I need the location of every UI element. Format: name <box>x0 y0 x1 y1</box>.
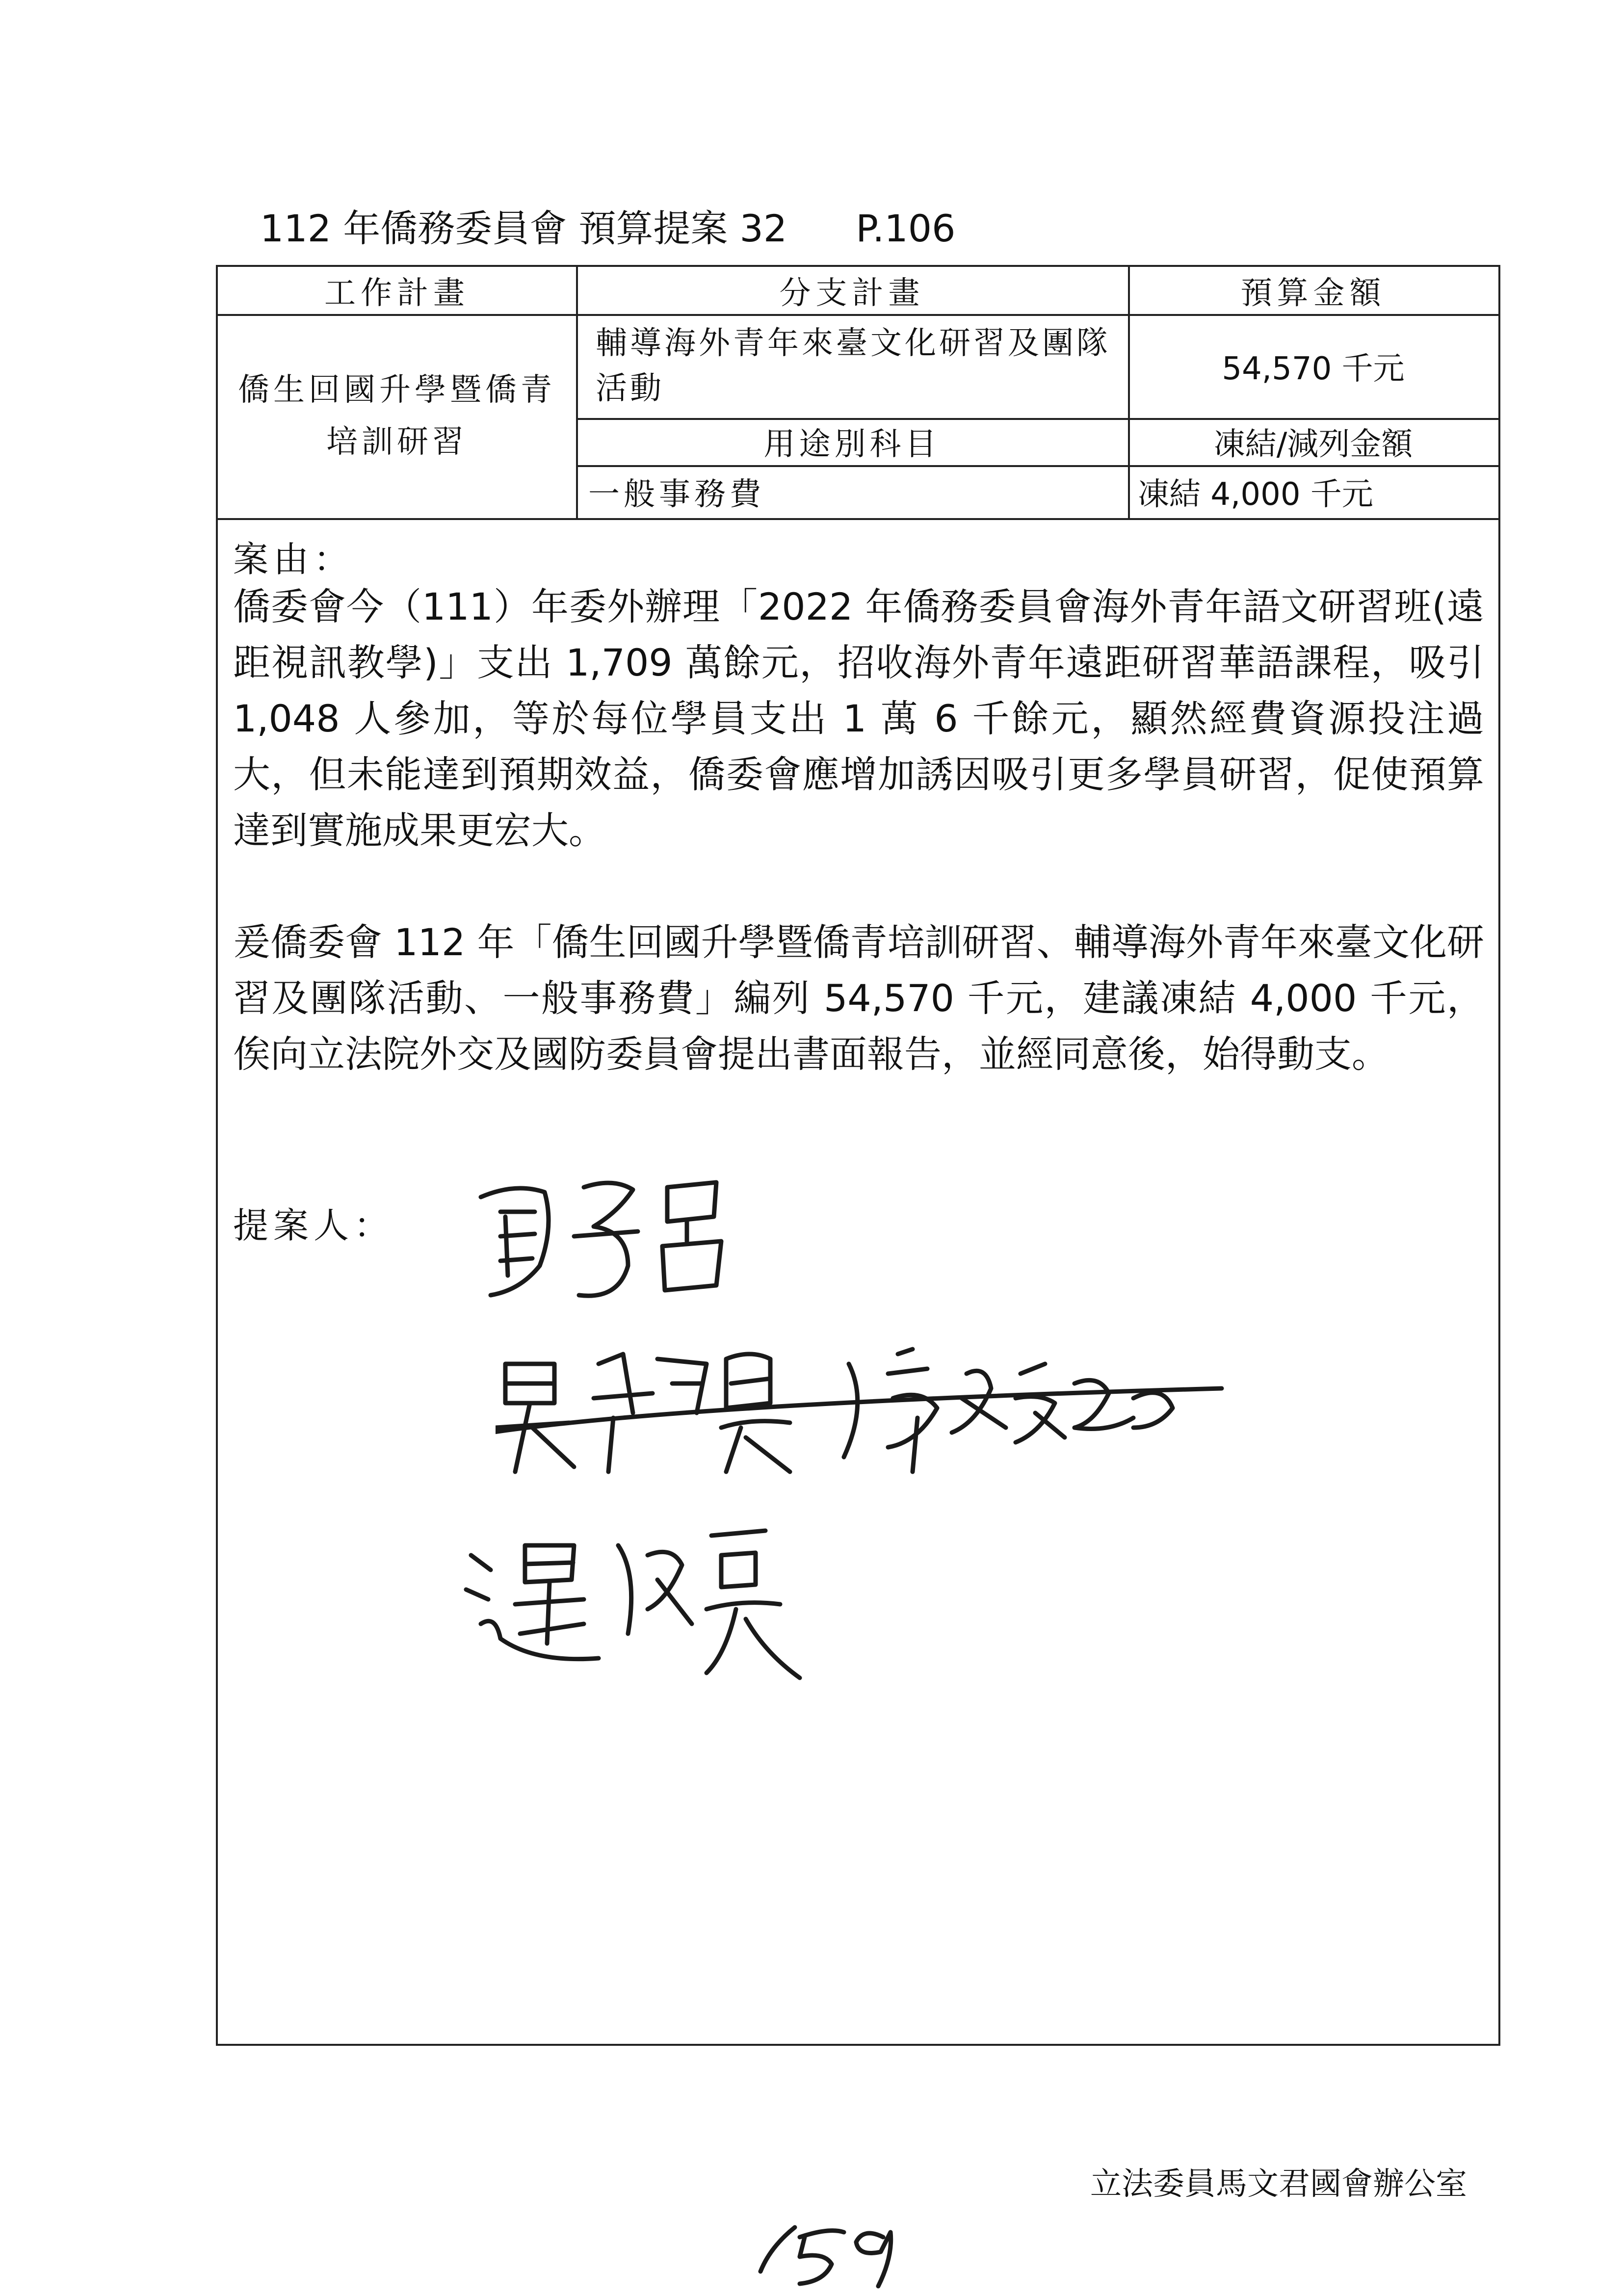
table-line <box>218 518 1498 520</box>
header-title: 112 年僑務委員會 預算提案 32 <box>260 207 787 250</box>
reason-paragraph-2: 爰僑委會 112 年「僑生回國升學暨僑青培訓研習、輔導海外青年來臺文化研習及團隊活動、一般事務費」編列 54,570 千元，建議凍結 4,000 千元，俟向立法院外交及國防委員會提出書面報告，並經同意後，始得動支。 <box>233 920 1484 1076</box>
freeze-amount-header: 凍結/減列金額 <box>1213 426 1413 463</box>
proposer-label: 提案人： <box>233 1205 394 1246</box>
document-header <box>260 207 956 250</box>
work-plan-header: 工作計畫 <box>324 275 470 312</box>
signature-1 <box>471 1168 775 1325</box>
signature-3 <box>461 1526 814 1688</box>
sub-plan-value: 輔導海外青年來臺文化研習及團隊活動 <box>596 325 1111 407</box>
header-page-ref: P.106 <box>856 207 956 250</box>
freeze-amount-value: 凍結 4,000 千元 <box>1138 476 1373 513</box>
budget-header: 預算金額 <box>1240 275 1386 312</box>
sub-plan-header: 分支計畫 <box>779 275 925 312</box>
signature-2 <box>496 1344 1231 1491</box>
footer-office: 立法委員馬文君國會辦公室 <box>1090 2166 1467 2202</box>
expense-item-value: 一般事務費 <box>588 476 765 513</box>
budget-value: 54,570 千元 <box>1222 351 1405 387</box>
handwritten-page-number <box>751 2218 908 2291</box>
proposal-frame <box>216 265 1500 2046</box>
reason-label: 案由： <box>233 539 354 580</box>
expense-item-header: 用途別科目 <box>763 426 941 463</box>
work-plan-value: 僑生回國升學暨僑青培訓研習 <box>238 372 556 460</box>
reason-paragraph-1: 僑委會今（111）年委外辦理「2022 年僑務委員會海外青年語文研習班(遠距視訊教學)」支出 1,709 萬餘元，招收海外青年遠距研習華語課程，吸引 1,048 人參加，等於每位學員支出 1 萬 6 千餘元，顯然經費資源投注過大，但未能達到預期效益，僑委會應增加誘因吸引更多學員研習，促使預算達到實施成果更宏大。 <box>233 585 1484 852</box>
